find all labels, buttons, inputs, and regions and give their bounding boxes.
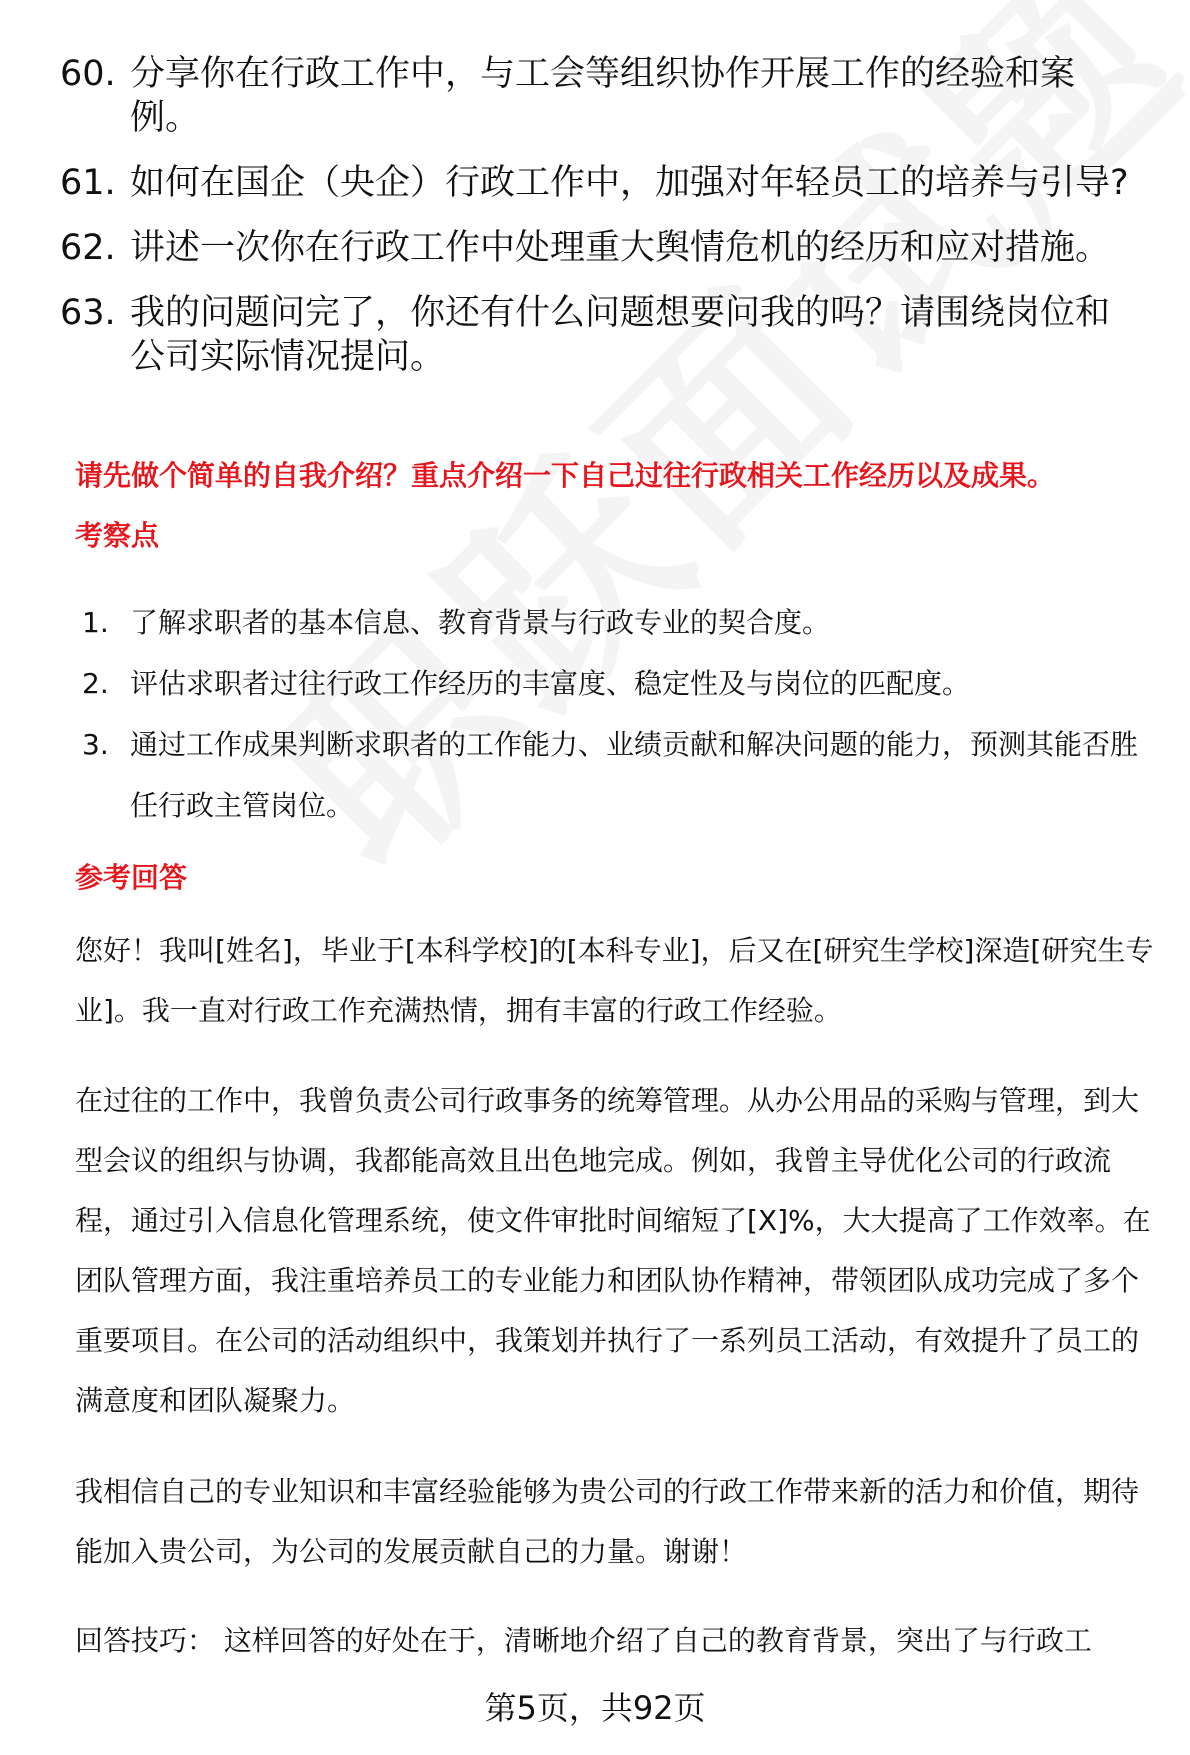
focus-point-number: 1. [82, 606, 109, 639]
focus-point-text: 评估求职者过往行政工作经历的丰富度、稳定性及与岗位的匹配度。 [130, 667, 971, 700]
focus-point [82, 714, 1152, 836]
focus-heading: 考察点 [75, 519, 160, 552]
question-number: 61. [60, 163, 116, 203]
page-number: 第5页，共92页 [484, 1689, 706, 1727]
focus-point [82, 653, 1152, 714]
focus-point-text: 通过工作成果判断求职者的工作能力、业绩贡献和解决问题的能力，预测其能否胜任行政主管岗位。 [130, 728, 1139, 822]
question-text: 我的问题问完了，你还有什么问题想要问我的吗？请围绕岗位和公司实际情况提问。 [130, 293, 1111, 377]
section-title: 请先做个简单的自我介绍？重点介绍一下自己过往行政相关工作经历以及成果。 [75, 459, 1056, 492]
question-number: 63. [60, 293, 116, 333]
focus-point [82, 592, 1152, 653]
question-text: 讲述一次你在行政工作中处理重大舆情危机的经历和应对措施。 [130, 228, 1111, 268]
answer-paragraph: 您好！我叫[姓名]，毕业于[本科学校]的[本科专业]，后又在[研究生学校]深造[研究生专业]。我一直对行政工作充满热情，拥有丰富的行政工作经验。 [75, 934, 1154, 1027]
question-item [60, 161, 1140, 205]
answer-heading: 参考回答 [75, 861, 188, 894]
answer-tip: 回答技巧： 这样回答的好处在于，清晰地介绍了自己的教育背景，突出了与行政工 [75, 1624, 1092, 1657]
question-list [60, 52, 1140, 400]
question-item [60, 291, 1140, 379]
question-number: 60. [60, 54, 116, 94]
question-number: 62. [60, 228, 116, 268]
answer-paragraph: 在过往的工作中，我曾负责公司行政事务的统筹管理。从办公用品的采购与管理，到大型会议的组织与协调，我都能高效且出色地完成。例如，我曾主导优化公司的行政流程，通过引入信息化管理系统，使文件审批时间缩短了[X]%，大大提高了工作效率。在团队管理方面，我注重培养员工的专业能力和团队协作精神，带领团队成功完成了多个重要项目。在公司的活动组织中，我策划并执行了一系列员工活动，有效提升了员工的满意度和团队凝聚力。 [75, 1084, 1151, 1417]
answer-paragraph: 我相信自己的专业知识和丰富经验能够为贵公司的行政工作带来新的活力和价值，期待能加入贵公司，为公司的发展贡献自己的力量。谢谢！ [75, 1475, 1140, 1568]
question-item [60, 226, 1140, 270]
focus-point-text: 了解求职者的基本信息、教育背景与行政专业的契合度。 [130, 606, 831, 639]
focus-point-list [82, 592, 1152, 836]
question-text: 分享你在行政工作中，与工会等组织协作开展工作的经验和案例。 [130, 54, 1076, 138]
question-text: 如何在国企（央企）行政工作中，加强对年轻员工的培养与引导? [130, 163, 1129, 203]
focus-point-number: 2. [82, 667, 109, 700]
focus-point-number: 3. [82, 728, 109, 761]
question-item [60, 52, 1140, 140]
